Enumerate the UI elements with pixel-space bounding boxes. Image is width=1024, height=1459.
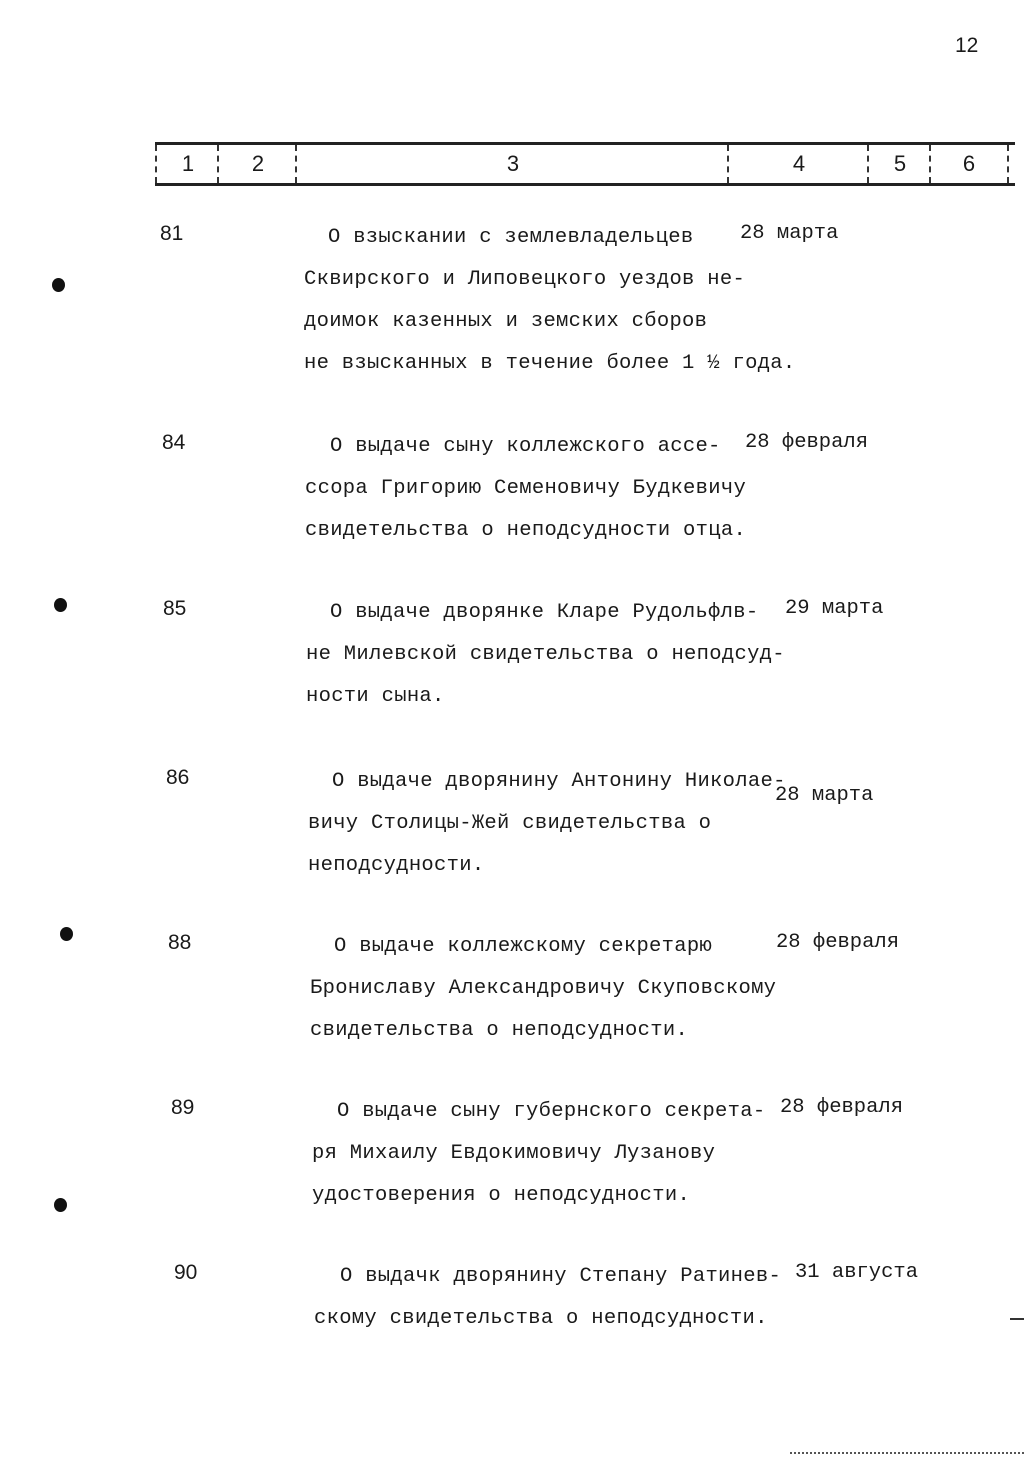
entry-text-line: О выдаче коллежскому секретарю bbox=[334, 935, 713, 958]
entry-text-line: О выдаче дворянке Кларе Рудольфлв- bbox=[330, 601, 759, 624]
entry-text-line: Брониславу Александровичу Скуповскому bbox=[310, 977, 777, 1000]
entry-text-line: свидетельства о неподсудности. bbox=[310, 1019, 689, 1042]
entry-text-line: скому свидетельства о неподсудности. bbox=[314, 1307, 768, 1330]
table-header bbox=[155, 142, 1015, 186]
entry-text-line: О выдаче сыну коллежского ассе- bbox=[330, 435, 721, 458]
entry-number: 88 bbox=[168, 931, 192, 954]
entry-text-line: неподсудности. bbox=[308, 854, 485, 877]
entry-date: 31 августа bbox=[795, 1261, 919, 1284]
page-number: 12 bbox=[955, 34, 979, 57]
column-header-1: 1 bbox=[155, 145, 219, 183]
entry-number: 85 bbox=[163, 597, 187, 620]
column-header-2: 2 bbox=[217, 145, 297, 183]
binding-hole bbox=[52, 278, 65, 292]
binding-hole bbox=[54, 598, 67, 612]
bottom-rule bbox=[790, 1452, 1024, 1454]
column-header-4: 4 bbox=[727, 145, 869, 183]
entry-text-line: О выдачк дворянину Степану Ратинев- bbox=[340, 1265, 782, 1288]
entry-text-line: ссора Григорию Семеновичу Будкевичу bbox=[305, 477, 747, 500]
entry-text-line: Сквирского и Липовецкого уездов не- bbox=[304, 268, 746, 291]
edge-mark bbox=[1010, 1318, 1024, 1320]
entry-number: 86 bbox=[166, 766, 190, 789]
entry-number: 81 bbox=[160, 222, 184, 245]
entry-date: 29 марта bbox=[785, 597, 884, 620]
entry-date: 28 февраля bbox=[780, 1096, 904, 1119]
entry-text-line: не взысканных в течение более 1 ½ года. bbox=[304, 352, 796, 375]
entry-date: 28 февраля bbox=[776, 931, 900, 954]
entry-text-line: ности сына. bbox=[306, 685, 445, 708]
entry-date: 28 февраля bbox=[745, 431, 869, 454]
entry-text-line: свидетельства о неподсудности отца. bbox=[305, 519, 747, 542]
entry-text-line: не Милевской свидетельства о неподсуд- bbox=[306, 643, 785, 666]
entry-text-line: доимок казенных и земских сборов bbox=[304, 310, 708, 333]
entry-text-line: О выдаче дворянину Антонину Николае- bbox=[332, 770, 786, 793]
binding-hole bbox=[60, 927, 73, 941]
entry-text-line: удостоверения о неподсудности. bbox=[312, 1184, 691, 1207]
entry-text-line: О выдаче сыну губернского секрета- bbox=[337, 1100, 766, 1123]
entry-number: 89 bbox=[171, 1096, 195, 1119]
column-header-6: 6 bbox=[929, 145, 1009, 183]
entry-number: 84 bbox=[162, 431, 186, 454]
binding-hole bbox=[54, 1198, 67, 1212]
entry-number: 90 bbox=[174, 1261, 198, 1284]
entry-text-line: ря Михаилу Евдокимовичу Лузанову bbox=[312, 1142, 716, 1165]
entry-date: 28 марта bbox=[740, 222, 839, 245]
entry-text-line: вичу Столицы-Жей свидетельства о bbox=[308, 812, 712, 835]
entry-text-line: О взыскании с землевладельцев bbox=[328, 226, 694, 249]
column-header-3: 3 bbox=[295, 145, 729, 183]
entry-date: 28 марта bbox=[775, 784, 874, 807]
column-header-5: 5 bbox=[867, 145, 931, 183]
